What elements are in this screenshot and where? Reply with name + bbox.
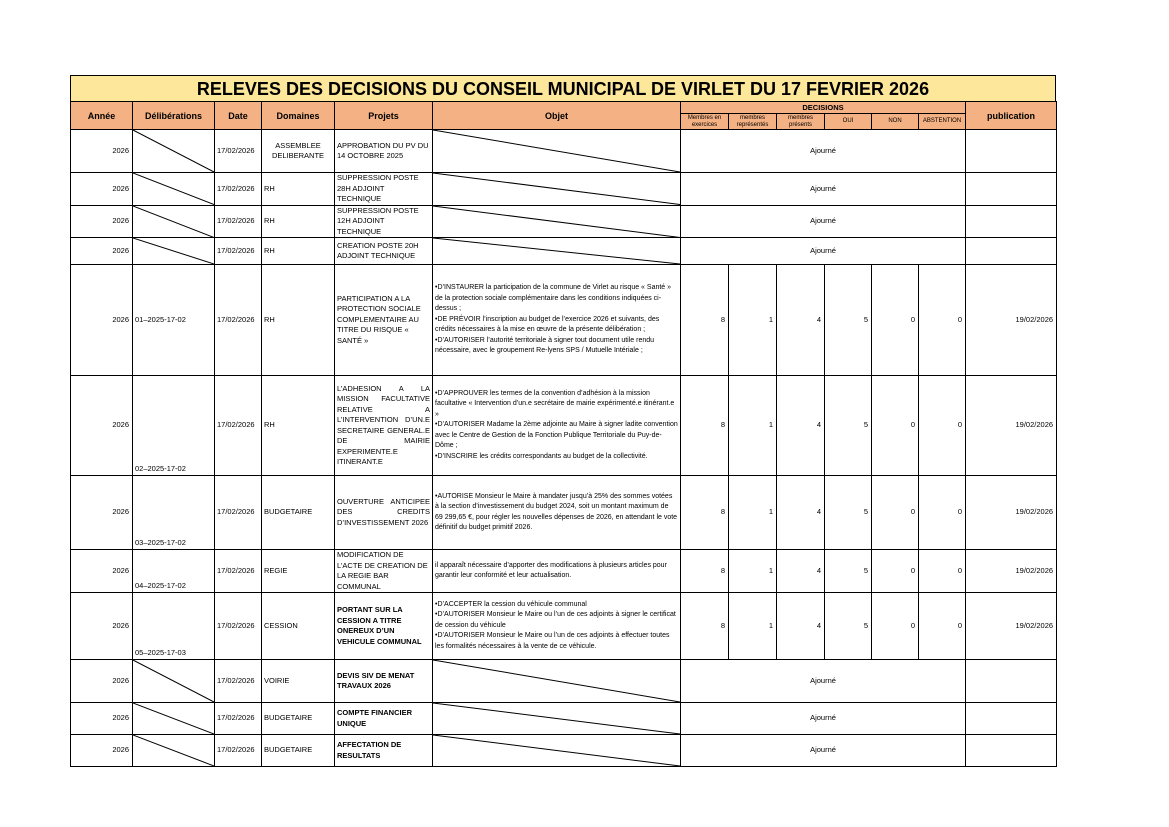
membres-exercice-cell: 8 xyxy=(681,376,729,476)
annee-cell: 2026 xyxy=(71,476,133,550)
domaine-cell: RH xyxy=(262,238,335,265)
projet-cell: AFFECTATION DE RESULTATS xyxy=(335,735,433,767)
domaine-cell: BUDGETAIRE xyxy=(262,703,335,735)
domaine-cell: REGIE xyxy=(262,550,335,593)
non-cell: 0 xyxy=(872,376,919,476)
header-abstention: ABSTENTION xyxy=(919,114,966,130)
publication-cell-empty xyxy=(966,205,1057,238)
publication-cell-empty xyxy=(966,130,1057,173)
objet-cell xyxy=(433,593,681,660)
table-row xyxy=(71,173,1057,206)
domaine-cell: RH xyxy=(262,173,335,206)
domaine-cell: RH xyxy=(262,376,335,476)
annee-cell: 2026 xyxy=(71,376,133,476)
membres-exercice-cell: 8 xyxy=(681,593,729,660)
table-row xyxy=(71,476,1057,550)
projet-cell: APPROBATION DU PV DU 14 OCTOBRE 2025 xyxy=(335,130,433,173)
decisions-sheet xyxy=(70,75,1056,767)
membres-presents-cell: 4 xyxy=(777,265,825,376)
objet-cell xyxy=(433,265,681,376)
table-row xyxy=(71,265,1057,376)
objet-cell xyxy=(433,376,681,476)
objet-cell-empty xyxy=(433,205,681,238)
membres-presents-cell: 4 xyxy=(777,550,825,593)
objet-cell-empty xyxy=(433,703,681,735)
membres-exercice-cell: 8 xyxy=(681,476,729,550)
projet-cell: COMPTE FINANCIER UNIQUE xyxy=(335,703,433,735)
objet-line: •D’ACCEPTER la cession du véhicule communal xyxy=(435,600,587,608)
date-cell: 17/02/2026 xyxy=(215,703,262,735)
abstention-cell: 0 xyxy=(919,376,966,476)
table-row xyxy=(71,593,1057,660)
date-cell: 17/02/2026 xyxy=(215,205,262,238)
objet-line: •D’INSCRIRE les crédits correspondants au budget de la collectivité. xyxy=(435,452,648,460)
annee-cell: 2026 xyxy=(71,550,133,593)
objet-line: •DE PRÉVOIR l’inscription au budget de l’exercice 2026 et suivants, des crédits nécessaires à la mise en œuvre de la présente délibération ; xyxy=(435,315,660,334)
deliberation-cell-empty xyxy=(133,735,215,767)
header-date: Date xyxy=(215,102,262,130)
deliberation-cell: 01–2025-17-02 xyxy=(133,265,215,376)
date-cell: 17/02/2026 xyxy=(215,376,262,476)
objet-cell-empty xyxy=(433,735,681,767)
header-decisions: DECISIONS xyxy=(681,102,966,114)
annee-cell: 2026 xyxy=(71,205,133,238)
deliberation-cell-empty xyxy=(133,205,215,238)
deliberation-cell-empty xyxy=(133,173,215,206)
annee-cell: 2026 xyxy=(71,735,133,767)
deliberation-cell-empty xyxy=(133,660,215,703)
projet-cell: OUVERTURE ANTICIPEE DES CREDITS D’INVESTISSEMENT 2026 xyxy=(335,476,433,550)
annee-cell: 2026 xyxy=(71,593,133,660)
objet-line: •D’AUTORISER Monsieur le Maire ou l’un de ces adjoints à signer le certificat de cession du véhicule xyxy=(435,611,676,629)
domaine-cell: VOIRIE xyxy=(262,660,335,703)
domaine-cell: RH xyxy=(262,265,335,376)
objet-cell-empty xyxy=(433,173,681,206)
membres-presents-cell: 4 xyxy=(777,593,825,660)
publication-cell: 19/02/2026 xyxy=(966,593,1057,660)
date-cell: 17/02/2026 xyxy=(215,173,262,206)
non-cell: 0 xyxy=(872,550,919,593)
objet-cell-empty xyxy=(433,660,681,703)
decisions-table xyxy=(70,101,1057,767)
table-row xyxy=(71,130,1057,173)
date-cell: 17/02/2026 xyxy=(215,550,262,593)
domaine-cell: ASSEMBLEE DELIBERANTE xyxy=(262,130,335,173)
deliberation-cell-empty xyxy=(133,130,215,173)
header-membres-exercice: Membres en exercices xyxy=(681,114,729,130)
projet-cell: SUPPRESSION POSTE 28H ADJOINT TECHNIQUE xyxy=(335,173,433,206)
status-cell: Ajourné xyxy=(681,173,966,206)
abstention-cell: 0 xyxy=(919,265,966,376)
objet-cell xyxy=(433,550,681,593)
membres-exercice-cell: 8 xyxy=(681,550,729,593)
status-cell: Ajourné xyxy=(681,703,966,735)
objet-cell-empty xyxy=(433,238,681,265)
header-membres-presents: membres présents xyxy=(777,114,825,130)
deliberation-cell: 05–2025-17-03 xyxy=(133,593,215,660)
table-row xyxy=(71,550,1057,593)
date-cell: 17/02/2026 xyxy=(215,735,262,767)
membres-presents-cell: 4 xyxy=(777,476,825,550)
abstention-cell: 0 xyxy=(919,476,966,550)
publication-cell-empty xyxy=(966,660,1057,703)
header-domaines: Domaines xyxy=(262,102,335,130)
status-cell: Ajourné xyxy=(681,205,966,238)
membres-representes-cell: 1 xyxy=(729,265,777,376)
deliberation-cell-empty xyxy=(133,703,215,735)
projet-cell: MODIFICATION DE L’ACTE DE CREATION DE LA REGIE BAR COMMUNAL xyxy=(335,550,433,593)
table-row xyxy=(71,205,1057,238)
domaine-cell: RH xyxy=(262,205,335,238)
publication-cell: 19/02/2026 xyxy=(966,376,1057,476)
publication-cell: 19/02/2026 xyxy=(966,476,1057,550)
objet-line: •D’AUTORISER Madame la 2ème adjointe au Maire à signer ladite convention avec le Centre de Gestion de la Fonction Publique Territoriale du Puy-de-Dôme ; xyxy=(435,421,678,450)
objet-line: •AUTORISE Monsieur le Maire à mandater jusqu’à 25% des sommes votées à la section d’investissement du budget 2024, soit un montant maximum de 69 299,65 €, pour régler les nouvelles dépenses de 2026, en attendant le vote définitif du budget primitif 2026. xyxy=(435,492,678,531)
date-cell: 17/02/2026 xyxy=(215,238,262,265)
annee-cell: 2026 xyxy=(71,238,133,265)
status-cell: Ajourné xyxy=(681,130,966,173)
publication-cell-empty xyxy=(966,238,1057,265)
membres-representes-cell: 1 xyxy=(729,593,777,660)
membres-exercice-cell: 8 xyxy=(681,265,729,376)
date-cell: 17/02/2026 xyxy=(215,660,262,703)
annee-cell: 2026 xyxy=(71,660,133,703)
abstention-cell: 0 xyxy=(919,593,966,660)
objet-line: •D’AUTORISER Monsieur le Maire ou l’un de ces adjoints à effectuer toutes les formalités nécessaires à la vente de ce véhicule. xyxy=(435,632,670,650)
annee-cell: 2026 xyxy=(71,130,133,173)
domaine-cell: BUDGETAIRE xyxy=(262,476,335,550)
header-non: NON xyxy=(872,114,919,130)
date-cell: 17/02/2026 xyxy=(215,265,262,376)
publication-cell: 19/02/2026 xyxy=(966,265,1057,376)
publication-cell-empty xyxy=(966,735,1057,767)
oui-cell: 5 xyxy=(825,376,872,476)
projet-cell: L’ADHESION A LA MISSION FACULTATIVE RELATIVE A L’INTERVENTION D’UN.E SECRETAIRE GENERAL.E DE MAIRIE EXPERIMENTE.E ITINERANT.E xyxy=(335,376,433,476)
abstention-cell: 0 xyxy=(919,550,966,593)
membres-representes-cell: 1 xyxy=(729,550,777,593)
projet-cell: PORTANT SUR LA CESSION A TITRE ONEREUX D’UN VEHICULE COMMUNAL xyxy=(335,593,433,660)
date-cell: 17/02/2026 xyxy=(215,130,262,173)
membres-representes-cell: 1 xyxy=(729,376,777,476)
domaine-cell: BUDGETAIRE xyxy=(262,735,335,767)
objet-cell-empty xyxy=(433,130,681,173)
header-objet: Objet xyxy=(433,102,681,130)
table-row xyxy=(71,238,1057,265)
header-projets: Projets xyxy=(335,102,433,130)
status-cell: Ajourné xyxy=(681,735,966,767)
table-row xyxy=(71,660,1057,703)
objet-line: il apparaît nécessaire d’apporter des modifications à plusieurs articles pour garantir leur conformité et leur actualisation. xyxy=(435,561,667,579)
projet-cell: SUPPRESSION POSTE 12H ADJOINT TECHNIQUE xyxy=(335,205,433,238)
deliberation-cell-empty xyxy=(133,238,215,265)
publication-cell: 19/02/2026 xyxy=(966,550,1057,593)
oui-cell: 5 xyxy=(825,476,872,550)
projet-cell: DEVIS SIV DE MENAT TRAVAUX 2026 xyxy=(335,660,433,703)
membres-representes-cell: 1 xyxy=(729,476,777,550)
objet-line: •D’INSTAURER la participation de la commune de Virlet au risque « Santé » de la protection sociale complémentaire dans les conditions indiquées ci-dessus ; xyxy=(435,284,672,313)
table-row xyxy=(71,735,1057,767)
header-oui: OUI xyxy=(825,114,872,130)
header-annee: Année xyxy=(71,102,133,130)
non-cell: 0 xyxy=(872,476,919,550)
annee-cell: 2026 xyxy=(71,703,133,735)
table-row xyxy=(71,703,1057,735)
membres-presents-cell: 4 xyxy=(777,376,825,476)
date-cell: 17/02/2026 xyxy=(215,476,262,550)
domaine-cell: CESSION xyxy=(262,593,335,660)
objet-line: •D’APPROUVER les termes de la convention d’adhésion à la mission facultative « Intervention d’un.e secrétaire de mairie expérimenté.e itinérant.e » xyxy=(435,389,675,418)
status-cell: Ajourné xyxy=(681,238,966,265)
publication-cell-empty xyxy=(966,173,1057,206)
non-cell: 0 xyxy=(872,593,919,660)
table-row xyxy=(71,376,1057,476)
deliberation-cell: 04–2025-17-02 xyxy=(133,550,215,593)
oui-cell: 5 xyxy=(825,550,872,593)
oui-cell: 5 xyxy=(825,265,872,376)
deliberation-cell: 02–2025-17-02 xyxy=(133,376,215,476)
oui-cell: 5 xyxy=(825,593,872,660)
deliberation-cell: 03–2025-17-02 xyxy=(133,476,215,550)
projet-cell: PARTICIPATION A LA PROTECTION SOCIALE COMPLEMENTAIRE AU TITRE DU RISQUE « SANTÉ » xyxy=(335,265,433,376)
annee-cell: 2026 xyxy=(71,173,133,206)
header-deliberations: Délibérations xyxy=(133,102,215,130)
status-cell: Ajourné xyxy=(681,660,966,703)
non-cell: 0 xyxy=(872,265,919,376)
objet-cell xyxy=(433,476,681,550)
header-publication: publication xyxy=(966,102,1057,130)
publication-cell-empty xyxy=(966,703,1057,735)
date-cell: 17/02/2026 xyxy=(215,593,262,660)
page-title: RELEVES DES DECISIONS DU CONSEIL MUNICIPAL DE VIRLET DU 17 FEVRIER 2026 xyxy=(70,75,1056,101)
objet-line: •D’AUTORISER l’autorité territoriale à signer tout document utile rendu nécessaire, avec le groupement Re-lyens SPS / Mutuelle Intériale ; xyxy=(435,336,655,355)
annee-cell: 2026 xyxy=(71,265,133,376)
header-membres-representes: membres représentés xyxy=(729,114,777,130)
projet-cell: CREATION POSTE 20H ADJOINT TECHNIQUE xyxy=(335,238,433,265)
